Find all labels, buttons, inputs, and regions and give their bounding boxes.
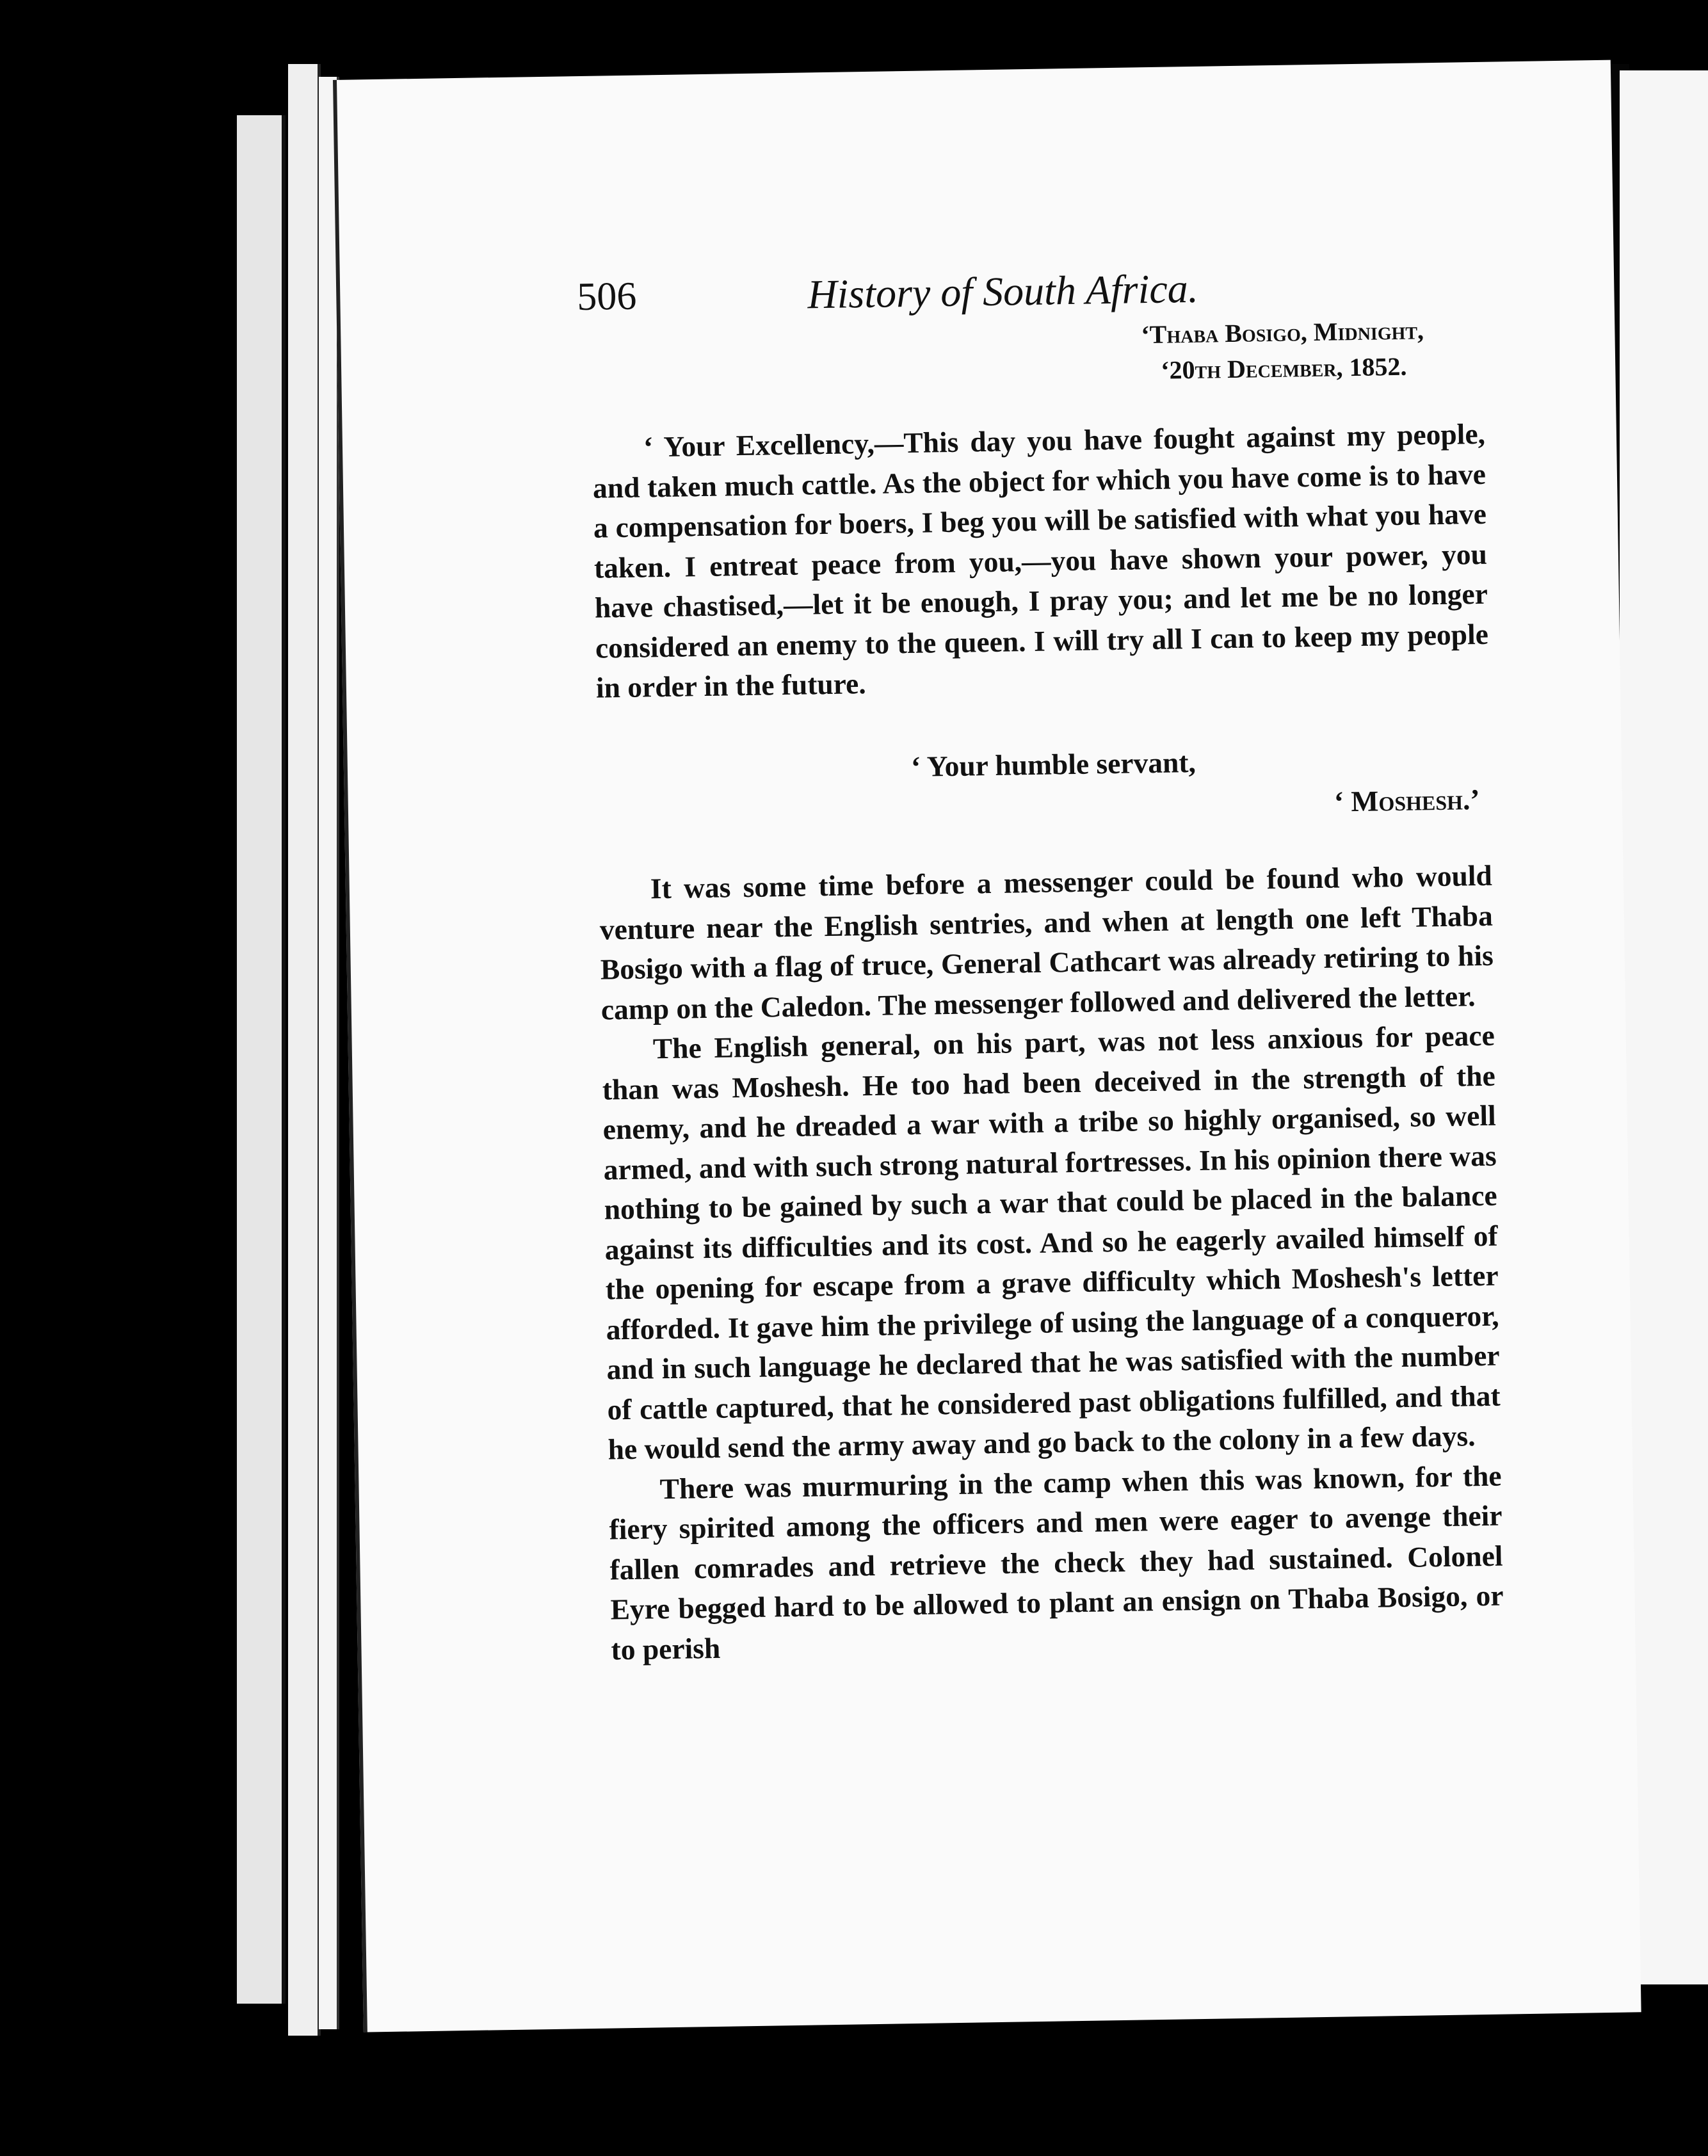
dateline-place: ‘Thaba Bosigo, Midnight, [1141,316,1424,350]
letter-closing: ‘ Your humble servant, [910,745,1196,783]
body-text [599,856,1504,1670]
page-number: 506 [576,274,637,319]
letter-text [592,414,1490,708]
letter-dateline [1141,309,1629,389]
running-title: History of South Africa. [807,265,1199,318]
paragraph: It was some time before a messenger could be found who would venture near the English sentries, and when at length one left Thaba Bosigo with a flag of truce, General Cathcart was already retiring to his camp on the Caledon. The messenger followed and delivered the letter. [599,858,1494,1026]
paragraph: There was murmuring in the camp when this was known, for the fiery spirited among the officers and men were eager to avenge their fallen comrades and retrieve the check they had sustained. Colonel Eyre begged hard to be allowed to plant an ensign on Thaba Bosigo, or to perish [609,1459,1504,1666]
letter-body: ‘ Your Excellency,—This day you have fought against my people, and taken much cattle. As the object for which you have come is to have a compensation for boers, I beg you will be satisfied with what you have taken. I entreat peace from you,—you have shown your power, you have chastised,—let it be enough, I pray you; and let me be no longer considered an enemy to the queen. I will try all I can to keep my people in order in the future. [592,417,1489,704]
book-page [333,60,1641,2032]
letter-signature: ‘ Moshesh.’ [1333,783,1480,818]
page-edge [319,77,339,2029]
paragraph: The English general, on his part, was not less anxious for peace than was Moshesh. He too had been deceived in the strength of the enemy, and he dreaded a war with a tribe so highly organised, so well armed, and with such strong natural fortresses. In his opinion there was nothing to be gained by such a war that could be placed in the balance against its difficulties and its cost. And so he eagerly availed himself of the opening for escape from a grave difficulty which Moshesh's letter afforded. It gave him the privilege of using the language of a conqueror, and in such language he declared that he was satisfied with the number of cattle captured, that he considered past obligations fulfilled, and that he would send the army away and go back to the colony in a few days. [602,1018,1501,1466]
page-edge [237,115,286,2004]
dateline-date: ‘20th December, 1852. [1160,351,1407,385]
page-edge [288,64,321,2036]
